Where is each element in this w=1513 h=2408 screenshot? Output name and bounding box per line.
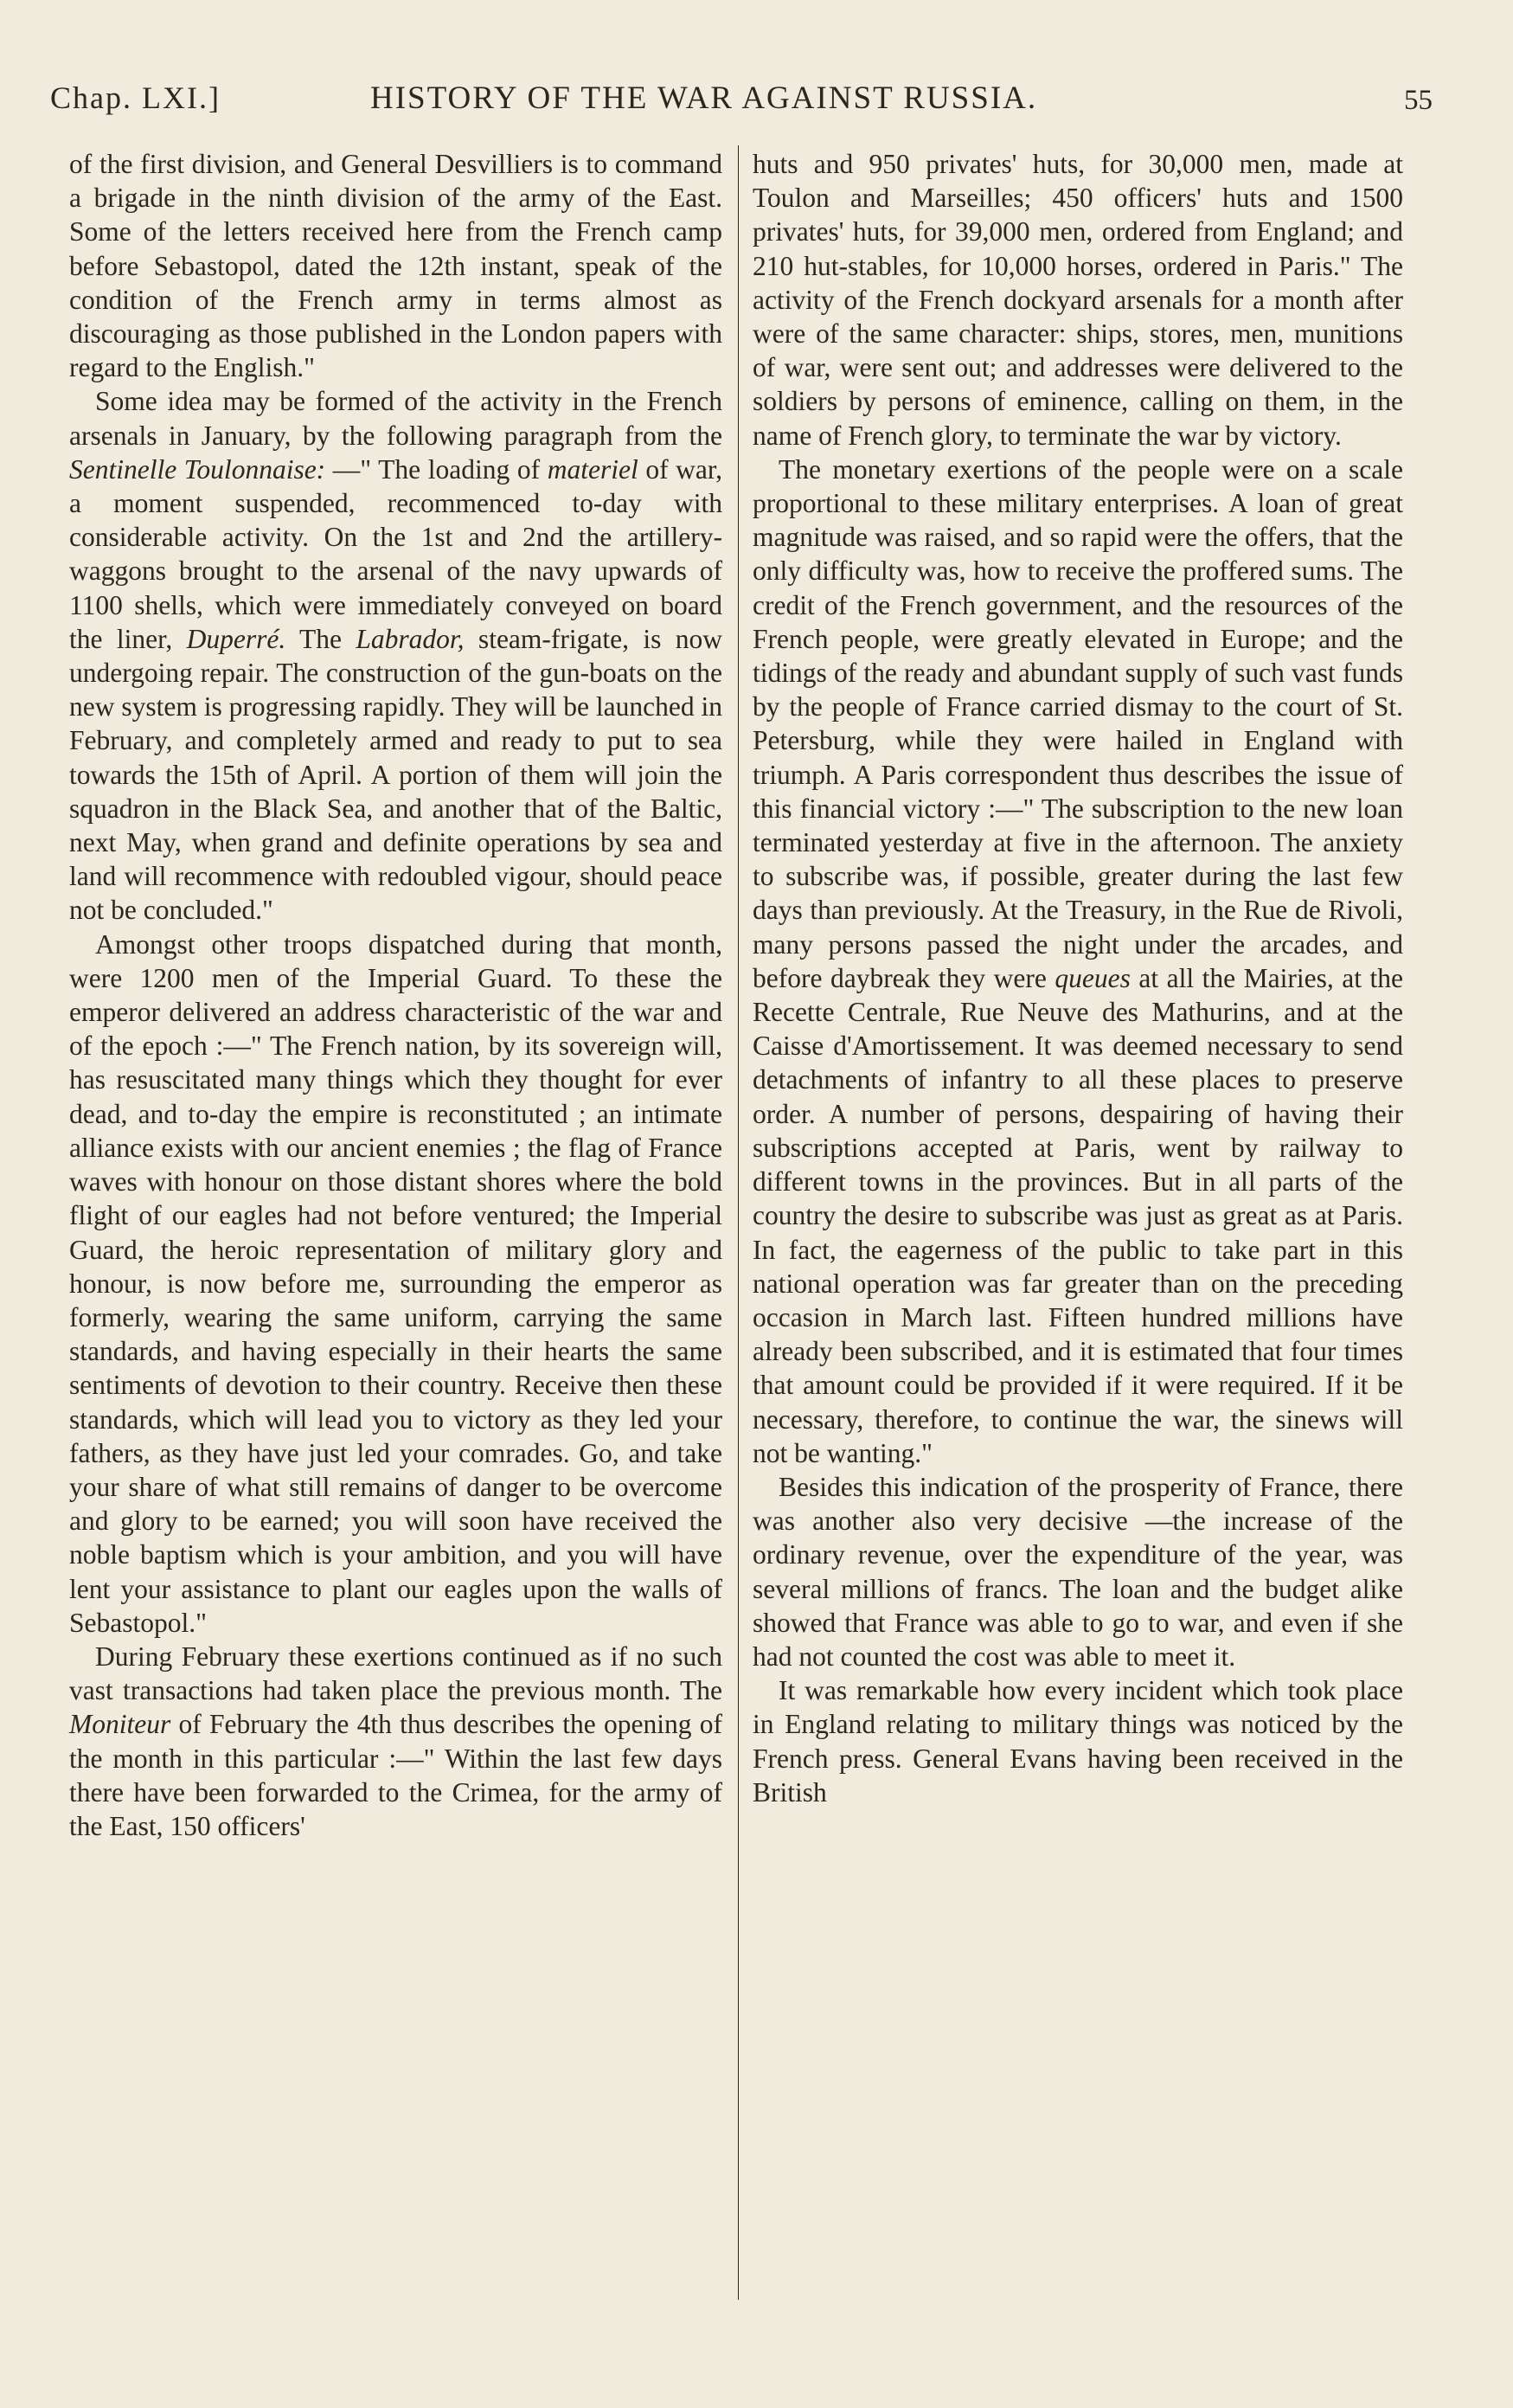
right-column [753,147,1403,1809]
paragraph: huts and 950 privates' huts, for 30,000 men, made at Toulon and Marseilles; 450 officers' huts and 1500 privates' huts, for 39,000 men, ordered from England; and 210 hut-stables, for 10,000 horses, ordered in Paris." The activity of the French dockyard arsenals for a month after were of the same character: ships, stores, men, munitions of war, were sent out; and addresses were delivered to the soldiers by persons of eminence, calling on them, in the name of French glory, to terminate the war by victory. [753,149,1403,451]
paragraph: Amongst other troops dispatched during that month, were 1200 men of the Imperial Guard. To these the emperor delivered an address characteristic of the war and of the epoch :—" The French nation, by its sovereign will, has resuscitated many things which they thought for ever dead, and to-day the empire is reconstituted ; an intimate alliance exists with our ancient enemies ; the flag of France waves with honour on those distant shores where the bold flight of our eagles had not before ventured; the Imperial Guard, the heroic representation of military glory and honour, is now before me, surrounding the emperor as formerly, wearing the same uniform, carrying the same standards, and having especially in their hearts the same sentiments of devotion to their country. Receive then these standards, which will lead you to victory as they led your fathers, as they have just led your comrades. Go, and take your share of what still remains of danger to be overcome and glory to be earned; you will soon have received the noble baptism which is your ambition, and you will have lent your assistance to plant our eagles upon the walls of Sebastopol." [69,928,722,1638]
italic-title: Sentinelle Toulonnaise: [69,453,326,485]
italic-title: Moniteur [69,1709,171,1740]
left-column [69,147,722,1843]
paragraph: The monetary exertions of the people were on a scale proportional to these military enterprises. A loan of great magnitude was raised, and so rapid were the offers, that the only difficulty was, how to receive the proffered sums. The credit of the French government, and the resources of the French people, were greatly elevated in Europe; and the tidings of the ready and abundant supply of such vast funds by the people of France carried dismay to the court of St. Petersburg, while they were hailed in England with triumph. A Paris correspondent thus describes the issue of this financial victory :—" The subscription to the new loan terminated yesterday at five in the afternoon. The anxiety to subscribe was, if possible, greater during the last few days than previously. At the Treasury, in the Rue de Rivoli, many persons passed the night under the arcades, and before daybreak they were queues at all the Mairies, at the Recette Centrale, Rue Neuve des Mathurins, and at the Caisse d'Amortissement. It was deemed necessary to send detachments of infantry to all these places to preserve order. A number of persons, despairing of having their subscriptions accepted at Paris, went by railway to different towns in the provinces. But in all parts of the country the desire to subscribe was just as great as at Paris. In fact, the eagerness of the public to take part in this national operation was far greater than on the preceding occasion in March last. Fifteen hundred millions have already been subscribed, and it is estimated that four times that amount could be provided if it were required. If it be necessary, therefore, to continue the war, the sinews will not be wanting." [753,453,1404,1468]
italic-ship-name: Duperré. [186,623,286,654]
column-divider [738,145,739,2300]
running-title: HISTORY OF THE WAR AGAINST RUSSIA. [370,80,1038,116]
page-number: 55 [1404,85,1433,116]
paragraph: of the first division, and General Desvilliers is to command a brigade in the ninth division of the army of the East. Some of the letters received here from the French camp before Sebastopol, dated the 12th instant, speak of the condition of the French army in terms almost as discouraging as those published in the London papers with regard to the English." [69,149,722,383]
italic-term: materiel [547,453,638,485]
paragraph: During February these exertions continued as if no such vast transactions had taken place the previous month. The Moniteur of February the 4th thus describes the opening of the month in this particular :—" Within the last few days there have been forwarded to the Crimea, for the army of the East, 150 officers' [69,1641,722,1841]
italic-term: queues [1055,962,1131,993]
italic-ship-name: Labrador, [356,623,465,654]
paragraph: Some idea may be formed of the activity in the French arsenals in January, by the following paragraph from the Sentinelle Toulonnaise: —" The loading of materiel of war, a moment suspended, recommenced to-day with considerable activity. On the 1st and 2nd the artillery-waggons brought to the arsenal of the navy upwards of 1100 shells, which were immediately conveyed on board the liner, Duperré. The Labrador, steam-frigate, is now undergoing repair. The construction of the gun-boats on the new system is progressing rapidly. They will be launched in February, and completely armed and ready to put to sea towards the 15th of April. A portion of them will join the squadron in the Black Sea, and another that of the Baltic, next May, when grand and definite operations by sea and land will recommence with redoubled vigour, should peace not be concluded." [69,386,722,926]
chapter-label: Chap. LXI.] [50,80,221,115]
paragraph: Besides this indication of the prosperity of France, there was another also very decisive —the increase of the ordinary revenue, over the expenditure of the year, was several millions of francs. The loan and the budget alike showed that France was able to go to war, and even if she had not counted the cost was able to meet it. [753,1471,1403,1672]
paragraph: It was remarkable how every incident which took place in England relating to military things was noticed by the French press. General Evans having been received in the British [753,1675,1403,1808]
running-header [50,80,1433,140]
